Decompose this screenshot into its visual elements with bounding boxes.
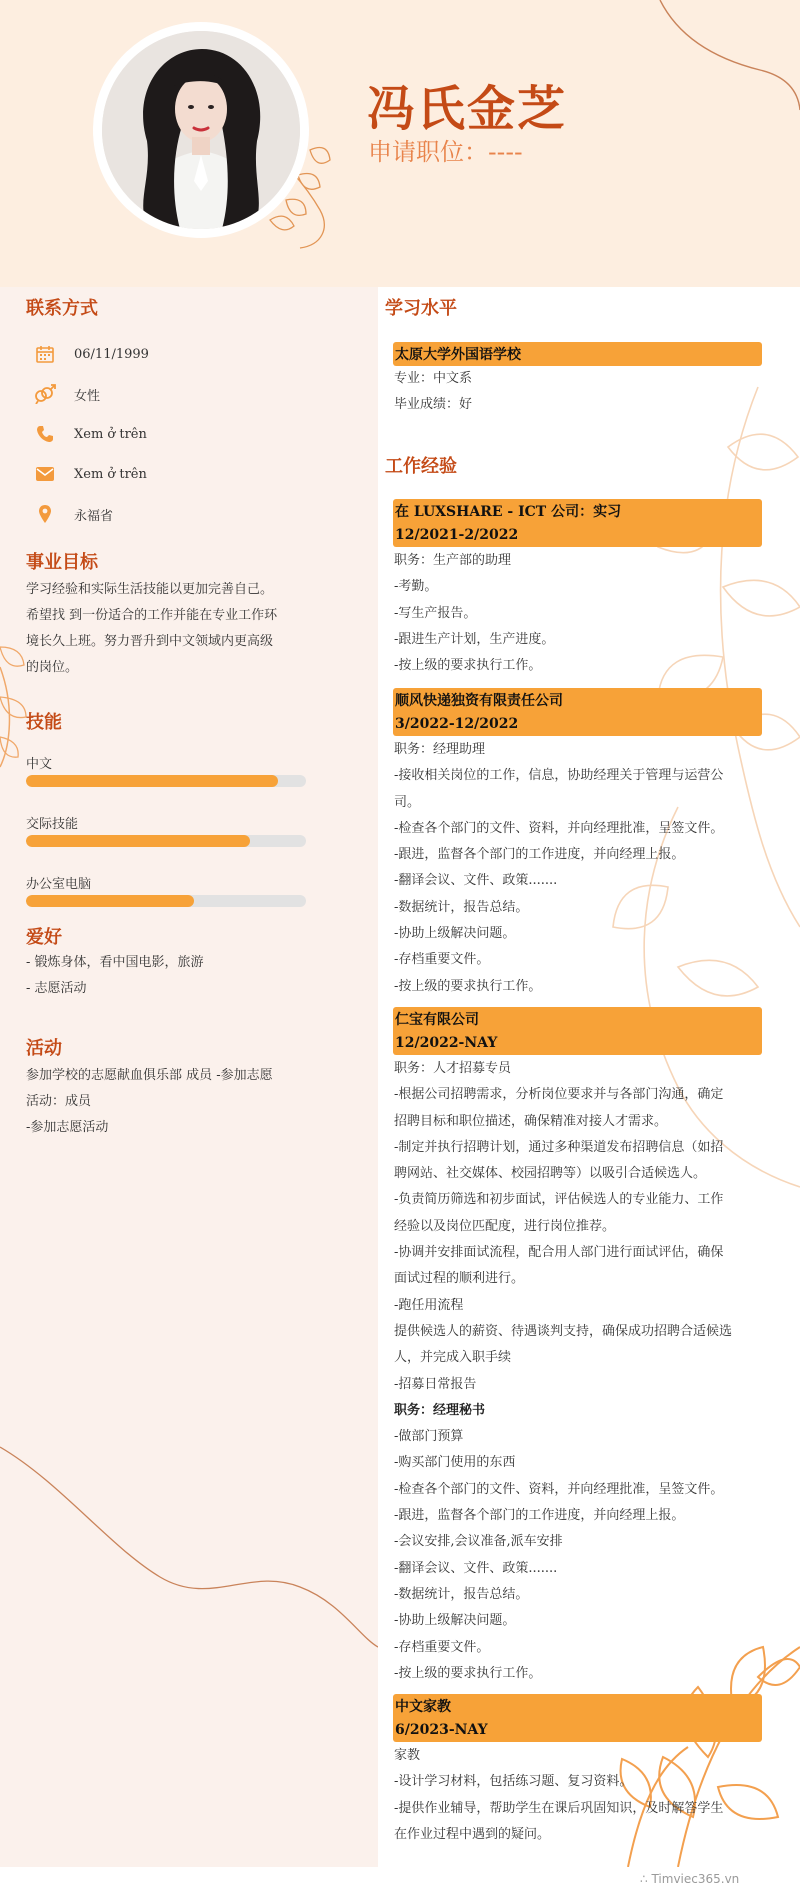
job-company: 顺风快递独资有限责任公司 (395, 693, 563, 709)
skill-bar-fill (26, 835, 250, 847)
skill-bar-fill (26, 775, 278, 787)
candidate-name: 冯氏金芝 (367, 81, 568, 137)
job-period: 12/2022-NAY (395, 1035, 498, 1051)
job-details: 家教 -设计学习材料，包括练习题、复习资料。 -提供作业辅导，帮助学生在课后巩固知识，及时解答学生 在作业过程中遇到的疑问。 (394, 1748, 724, 1842)
gender-text: 女性 (74, 388, 101, 404)
job-role-title: 职务：经理秘书 (394, 1402, 486, 1418)
objective-text: 学习经验和实际生活技能以更加完善自己。 希望找 到一份适合的工作并能在专业工作环 境长久上班。努力晋升到中文领域内更高级 的岗位。 (26, 582, 278, 675)
watermark: ∴ Timviec365.vn (640, 1872, 740, 1886)
education-title: 学习水平 (385, 298, 457, 319)
address-text: 永福省 (74, 508, 114, 524)
avatar-illustration (102, 31, 300, 229)
email-text: Xem ở trên (74, 466, 147, 482)
experience-title: 工作经验 (385, 456, 457, 477)
job-company: 仁宝有限公司 (395, 1012, 479, 1028)
skill-bar-fill (26, 895, 194, 907)
education-school-bar (393, 342, 762, 366)
phone-text: Xem ở trên (74, 426, 147, 442)
contact-email (33, 462, 147, 486)
skill-name: 办公室电脑 (26, 877, 92, 892)
activities-text: 参加学校的志愿献血俱乐部 成员 -参加志愿 活动：成员 -参加志愿活动 (26, 1068, 273, 1135)
contact-address (33, 502, 113, 526)
applied-position: 申请职位：---- (368, 138, 523, 166)
contact-phone (33, 422, 147, 446)
objective-title: 事业目标 (26, 552, 98, 573)
skills-title: 技能 (26, 712, 62, 733)
job-header (393, 688, 762, 736)
job-period: 6/2023-NAY (395, 1722, 488, 1738)
job-header (393, 499, 762, 547)
job-header (393, 1694, 762, 1742)
skill-bar (26, 895, 306, 907)
left-column (0, 287, 378, 1867)
header (0, 0, 800, 287)
email-icon (33, 462, 57, 486)
hobbies-title: 爱好 (26, 927, 62, 948)
skill-name: 交际技能 (26, 817, 79, 832)
contact-title: 联系方式 (26, 298, 98, 319)
education-details: 专业：中文系 毕业成绩：好 (394, 371, 473, 413)
job-company: 在 LUXSHARE - ICT 公司：实习 (395, 504, 622, 520)
skill-bar (26, 775, 306, 787)
location-icon (33, 502, 57, 526)
job-period: 12/2021-2/2022 (395, 527, 519, 543)
contact-gender (33, 382, 100, 406)
job-details: 职务：人才招募专员 -根据公司招聘需求，分析岗位要求并与各部门沟通，确定 招聘目标和职位描述，确保精准对接人才需求。 -制定并执行招聘计划，通过多种渠道发布招聘信息（如招 聘网站、社交媒体、校园招聘等）以吸引合适候选人。 -负责简历筛选和初步面试，评估候选人的专业能力、工作 经验以及岗位匹配度，进行岗位推荐。 -协调并安排面试流程，配合用人部门进行面试评估，确保 面试过程的顺利进行。 -跑任用流程 提供候选人的薪资、待遇谈判支持，确保成功招聘合适候选 人，并完成入职手续 -招募日常报告 职务：经理秘书 -做部门预算 -购买部门使用的东西 -检查各个部门的文件、资料，并向经理批准，呈签文件。 -跟进，监督各个部门的工作进度，并向经理上报。 -会议安排,会议准备,派车安排 -翻译会议、文件、政策....... -数据统计，报告总结。 -协助上级解决问题。 -存档重要文件。 -按上级的要求执行工作。 (394, 1056, 766, 1687)
skill-bar (26, 835, 306, 847)
birthday-text: 06/11/1999 (74, 346, 149, 362)
contact-birthday (33, 342, 149, 366)
job-details: 职务：生产部的助理 -考勤。 -写生产报告。 -跟进生产计划，生产进度。 -按上级的要求执行工作。 (394, 553, 555, 674)
job-header (393, 1007, 762, 1055)
activities-title: 活动 (26, 1038, 62, 1059)
calendar-icon (33, 342, 57, 366)
skill-name: 中文 (26, 757, 53, 772)
phone-icon (33, 422, 57, 446)
gender-icon (33, 382, 57, 406)
job-period: 3/2022-12/2022 (395, 716, 519, 732)
school-name: 太原大学外国语学校 (395, 347, 521, 363)
job-company: 中文家教 (395, 1699, 451, 1715)
hobbies-text: - 锻炼身体，看中国电影，旅游 - 志愿活动 (26, 955, 204, 996)
avatar (102, 31, 300, 229)
job-details: 职务：经理助理 -接收相关岗位的工作，信息，协助经理关于管理与运营公 司。 -检查各个部门的文件、资料，并向经理批准，呈签文件。 -跟进，监督各个部门的工作进度，并向经理上报。 -翻译会议、文件、政策....... -数据统计，报告总结。 -协助上级解决问题。 -存档重要文件。 -按上级的要求执行工作。 (394, 742, 724, 994)
